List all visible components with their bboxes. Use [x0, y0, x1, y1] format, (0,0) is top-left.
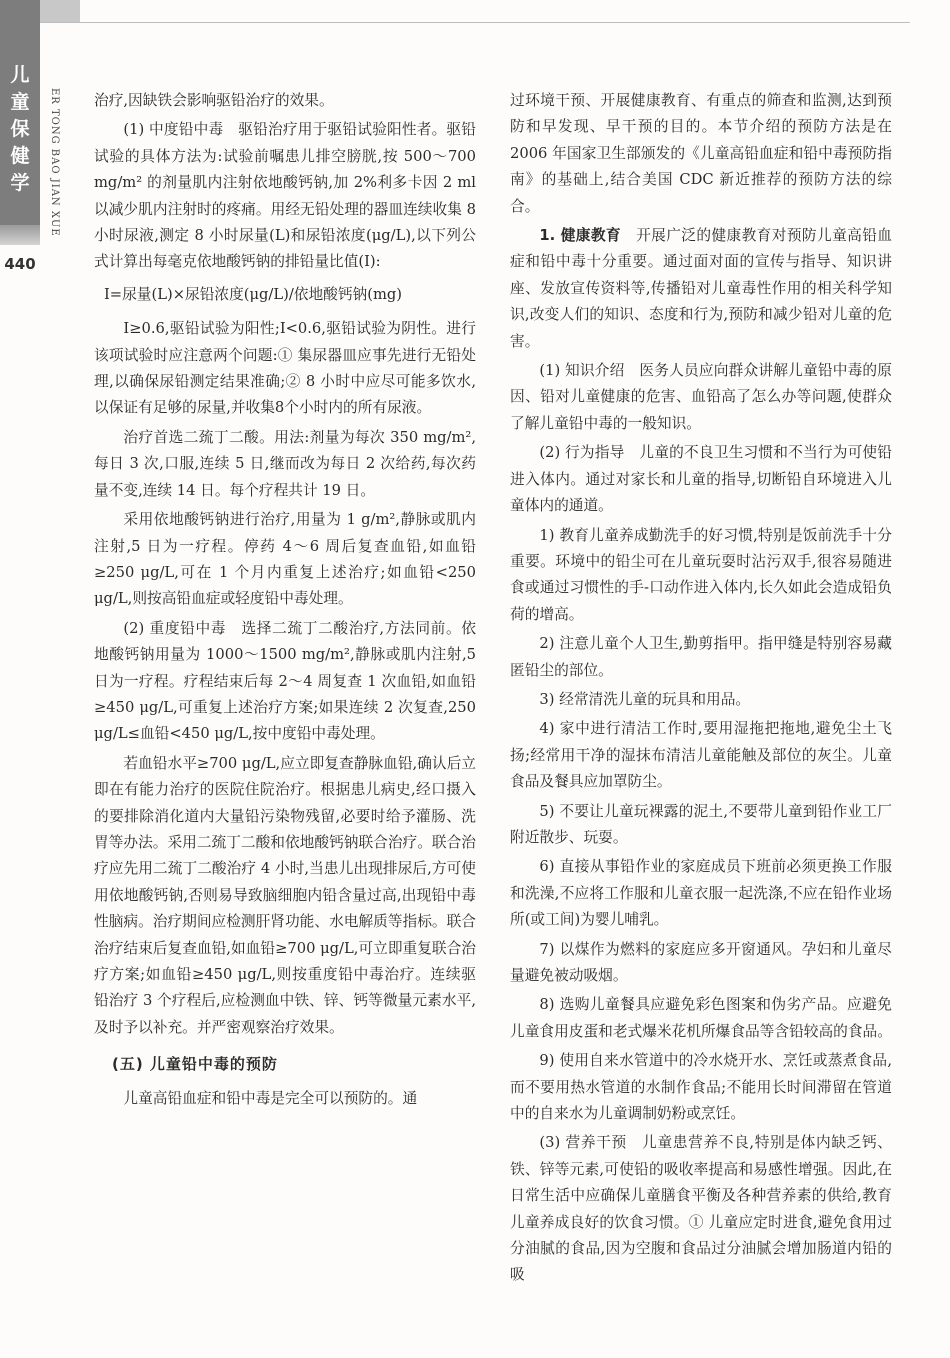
side-decoration — [0, 225, 40, 245]
paragraph: (2) 重度铅中毒 选择二巯丁二酸治疗,方法同前。依地酸钙钠用量为 1000～1500 mg/m²,静脉或肌内注射,5 日为一疗程。疗程结束后每 2～4 周复查 1 次血铅,如血铅≥450 μg/L,可重复上述治疗方案;如果连续 2 次复查,250 μg/L≤血铅<450 μg/L,按中度铅中毒处理。 — [94, 619, 476, 743]
paragraph: 1) 教育儿童养成勤洗手的好习惯,特别是饭前洗手十分重要。环境中的铅尘可在儿童玩耍时沾污双手,很容易随进食或通过习惯性的手-口动作进入体内,长久如此会造成铅负荷的增高。 — [510, 526, 892, 623]
page-number: 440 — [4, 255, 36, 273]
section-heading: (五) 儿童铅中毒的预防 — [112, 1055, 278, 1074]
paragraph: 治疗首选二巯丁二酸。用法:剂量为每次 350 mg/m²,每日 3 次,口服,连续 5 日,继而改为每日 2 次给药,每次药量不变,连续 14 日。每个疗程共计 19 日。 — [94, 428, 476, 499]
paragraph: (1) 知识介绍 医务人员应向群众讲解儿童铅中毒的原因、铅对儿童健康的危害、血铅高了怎么办等问题,使群众了解儿童铅中毒的一般知识。 — [510, 362, 892, 432]
paragraph: 7) 以煤作为燃料的家庭应多开窗通风。孕妇和儿童尽量避免被动吸烟。 — [510, 940, 892, 984]
paragraph: 过环境干预、开展健康教育、有重点的筛查和监测,达到预防和早发现、早干预的目的。本节介绍的预防方法是在 2006 年国家卫生部颁发的《儿童高铅血症和铅中毒预防指南》的基础上,结合美国 CDC 新近推荐的预防方法的综合。 — [510, 92, 892, 215]
paragraph: 2) 注意儿童个人卫生,勤剪指甲。指甲缝是特别容易藏匿铅尘的部位。 — [510, 635, 892, 679]
left-column — [94, 88, 476, 1115]
side-book-title: 儿 童 保 健 学 — [10, 64, 30, 194]
header-band — [40, 0, 80, 22]
paragraph: (2) 行为指导 儿童的不良卫生习惯和不当行为可使铅进入体内。通过对家长和儿童的指导,切断铅自环境进入儿童体内的通道。 — [510, 444, 892, 515]
paragraph: 4) 家中进行清洁工作时,要用湿拖把拖地,避免尘土飞扬;经常用干净的湿抹布清洁儿童能触及部位的灰尘。儿童食品及餐具应加罩防尘。 — [510, 720, 892, 791]
paragraph: 8) 选购儿童餐具应避免彩色图案和伪劣产品。应避免儿童食用皮蛋和老式爆米花机所爆食品等含铅较高的食品。 — [510, 996, 892, 1040]
paragraph: 5) 不要让儿童玩裸露的泥土,不要带儿童到铅作业工厂附近散步、玩耍。 — [510, 802, 892, 846]
paragraph: I≥0.6,驱铅试验为阳性;I<0.6,驱铅试验为阴性。进行该项试验时应注意两个问题:① 集尿器皿应事先进行无铅处理,以确保尿铅测定结果准确;② 8 小时中应尽可能多饮水,以保证有足够的尿量,并收集8个小时内的所有尿液。 — [94, 320, 476, 417]
paragraph: 9) 使用自来水管道中的冷水烧开水、烹饪或蒸煮食品,而不要用热水管道的水制作食品;不能用长时间滞留在管道中的自来水为儿童调制奶粉或烹饪。 — [510, 1052, 892, 1123]
side-pinyin: ER TONG BAO JIAN XUE — [49, 88, 60, 237]
subsection-heading: 1. 健康教育 — [539, 227, 621, 245]
paragraph: (1) 中度铅中毒 驱铅治疗用于驱铅试验阳性者。驱铅试验的具体方法为:试验前嘱患儿排空膀胱,按 500～700 mg/m² 的剂量肌内注射依地酸钙钠,加 2%利多卡因 2 ml 以减少肌内注射时的疼痛。用经无铅处理的器皿连续收集 8 小时尿液,测定 8 小时尿量(L)和尿铅浓度(μg/L),以下列公式计算出每毫克依地酸钙钠的排铅量比值(I): — [94, 121, 476, 271]
paragraph: 6) 直接从事铅作业的家庭成员下班前必须更换工作服和洗澡,不应将工作服和儿童衣服一起洗涤,不应在铅作业场所(或工间)为婴儿哺乳。 — [510, 858, 892, 929]
formula: I=尿量(L)×尿铅浓度(μg/L)/依地酸钙钠(mg) — [104, 285, 403, 303]
paragraph: 若血铅水平≥700 μg/L,应立即复查静脉血铅,确认后立即在有能力治疗的医院住院治疗。根据患儿病史,经口摄入的要排除消化道内大量铅污染物残留,必要时给予灌肠、洗胃等办法。采用二巯丁二酸和依地酸钙钠联合治疗。联合治疗应先用二巯丁二酸治疗 4 小时,当患儿出现排尿后,方可使用依地酸钙钠,否则易导致脑细胞内铅含量过高,出现铅中毒性脑病。治疗期间应检测肝肾功能、水电解质等指标。联合治疗结束后复查血铅,如血铅≥700 μg/L,可立即重复联合治疗方案;如血铅≥450 μg/L,则按重度铅中毒治疗。连续驱铅治疗 3 个疗程后,应检测血中铁、锌、钙等微量元素水平,及时予以补充。并严密观察治疗效果。 — [94, 754, 476, 1036]
paragraph: 1. 健康教育 开展广泛的健康教育对预防儿童高铅血症和铅中毒十分重要。通过面对面的宣传与指导、知识讲座、发放宣传资料等,传播铅对儿童毒性作用的相关科学知识,改变人们的知识、态度和行为,预防和减少铅对儿童的危害。 — [510, 227, 892, 350]
paragraph: 儿童高铅血症和铅中毒是完全可以预防的。通 — [123, 1089, 418, 1107]
paragraph: 治疗,因缺铁会影响驱铅治疗的效果。 — [94, 92, 334, 109]
right-column — [510, 88, 892, 1292]
paragraph: 采用依地酸钙钠进行治疗,用量为 1 g/m²,静脉或肌内注射,5 日为一疗程。停药 4～6 周后复查血铅,如血铅≥250 μg/L,可在 1 个月内重复上述治疗;如血铅<250 μg/L,则按高铅血症或轻度铅中毒处理。 — [94, 511, 476, 608]
header-rule — [40, 22, 910, 23]
paragraph: (3) 营养干预 儿童患营养不良,特别是体内缺乏钙、铁、锌等元素,可使铅的吸收率提高和易感性增强。因此,在日常生活中应确保儿童膳食平衡及各种营养素的供给,教育儿童养成良好的饮食习惯。① 儿童应定时进食,避免食用过分油腻的食品,因为空腹和食品过分油腻会增加肠道内铅的吸 — [510, 1134, 892, 1284]
paragraph: 3) 经常清洗儿童的玩具和用品。 — [539, 690, 751, 708]
